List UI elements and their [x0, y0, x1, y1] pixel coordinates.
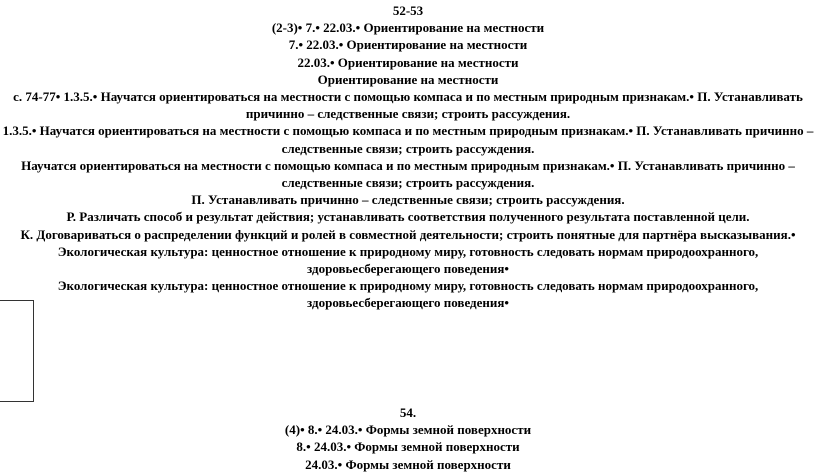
lesson-heading-full: (2-3)• 7.• 22.03.• Ориентирование на местности [271, 20, 545, 36]
lesson-topic: Ориентирование на местности [317, 71, 499, 87]
lesson-number: 52-53 [392, 3, 424, 18]
lesson-outcomes-numbered: 1.3.5.• Научатся ориентироваться на местности с помощью компаса и по местным природным признакам.• П. Устанавливать причинно – следственные связи; строить рассуждения. [2, 123, 814, 156]
lesson-heading-date: 22.03.• Ориентирование на местности [297, 54, 519, 70]
regulatory-skills: Р. Различать способ и результат действия; устанавливать соответствия полученного результата поставленной цели. [66, 209, 750, 225]
lesson-outcomes: Научатся ориентироваться на местности с помощью компаса и по местным природным признакам.• П. Устанавливать причинно – следственные связи; строить рассуждения. [21, 157, 795, 191]
lesson-number: 54. [399, 405, 417, 420]
lesson-54-block [0, 404, 816, 473]
lesson-outcomes-full: с. 74-77• 1.3.5.• Научатся ориентироваться на местности с помощью компаса и по местным природным признакам.• П. Устанавливать причинно – следственные связи; строить рассуждения. [13, 89, 803, 122]
lesson-heading-short: 8.• 24.03.• Формы земной поверхности [296, 439, 520, 455]
lesson-heading-short: 7.• 22.03.• Ориентирование на местности [288, 37, 528, 53]
cognitive-skills: П. Устанавливать причинно – следственные связи; строить рассуждения. [191, 192, 625, 208]
ecological-culture: Экологическая культура: ценностное отношение к природному миру, готовность следовать нормам природоохранного, здоровьесберегающего поведения• [57, 278, 759, 311]
table-cell-border [0, 300, 34, 402]
lesson-52-53-block [0, 2, 816, 312]
lesson-heading-date: 24.03.• Формы земной поверхности [305, 456, 511, 472]
lesson-heading-full: (4)• 8.• 24.03.• Формы земной поверхности [284, 422, 532, 438]
communicative-skills: К. Договариваться о распределении функций и ролей в совместной деятельности; строить понятные для партнёра высказывания.• Экологическая культура: ценностное отношение к природному миру, готовность следовать нормам природоохранного, здоровьесберегающего поведения• [20, 226, 796, 277]
